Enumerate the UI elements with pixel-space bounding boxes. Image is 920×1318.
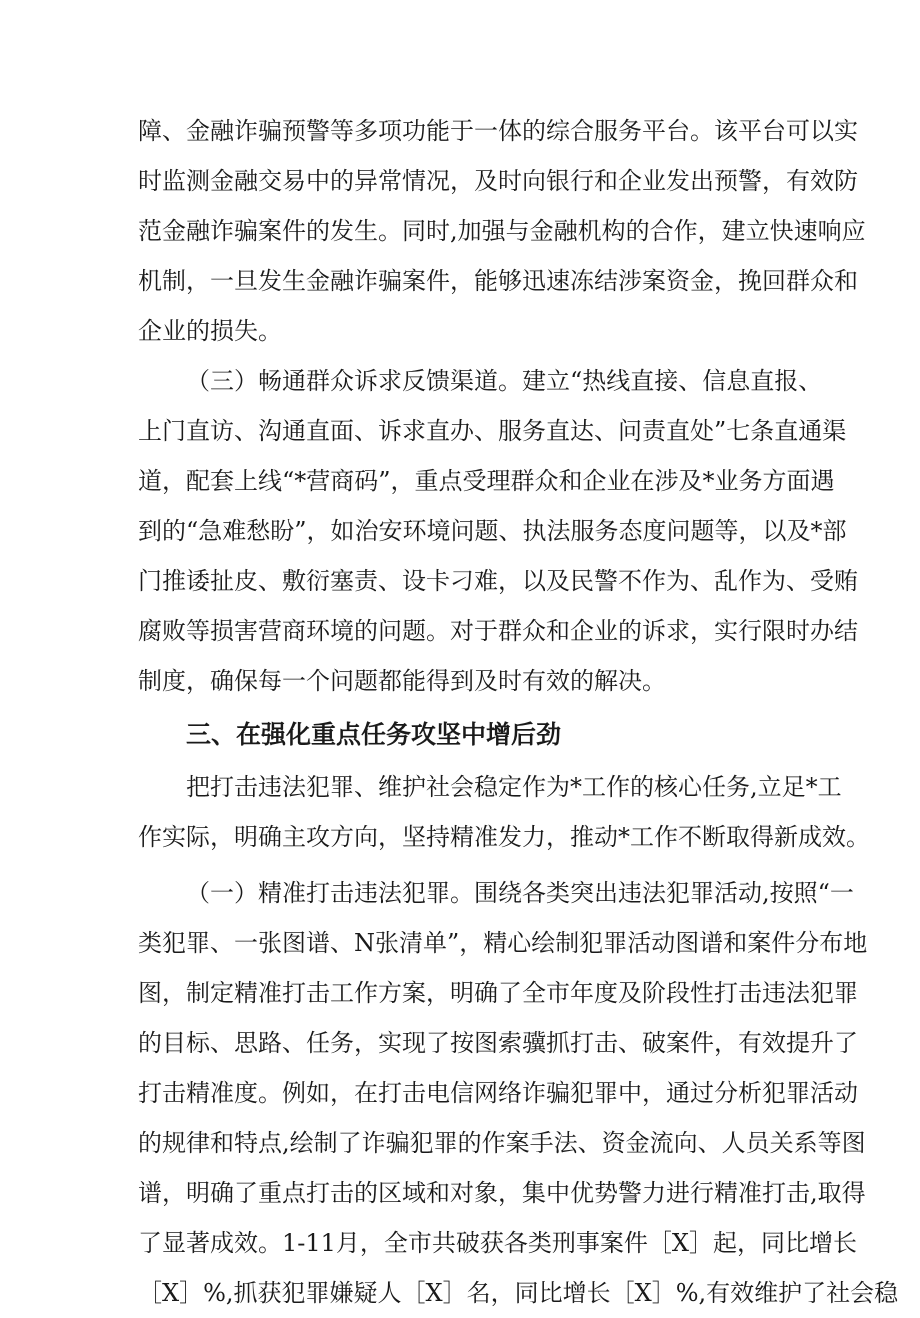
p2-line-6: 腐败等损害营商环境的问题。对于群众和企业的诉求，实行限时办结	[138, 617, 858, 645]
p4-line-4: 的目标、思路、任务，实现了按图索骥抓打击、破案件，有效提升了	[138, 1029, 858, 1057]
p2-line-7: 制度，确保每一个问题都能得到及时有效的解决。	[138, 667, 666, 695]
p4-line-2: 类犯罪、一张图谱、N张清单”，精心绘制犯罪活动图谱和案件分布地	[138, 929, 868, 957]
p4-line-3: 图，制定精准打击工作方案，明确了全市年度及阶段性打击违法犯罪	[138, 979, 858, 1007]
p2-line-5: 门推诿扯皮、敷衍塞责、设卡刁难，以及民警不作为、乱作为、受贿	[138, 567, 858, 595]
p3-line-2: 作实际，明确主攻方向，坚持精准发力，推动*工作不断取得新成效。	[138, 823, 870, 851]
p1-line-3: 范金融诈骗案件的发生。同时,加强与金融机构的合作，建立快速响应	[138, 217, 866, 245]
section-heading: 三、在强化重点任务攻坚中增后劲	[186, 720, 562, 749]
p4-line-8: 了显著成效。1-11月，全市共破获各类刑事案件［X］起，同比增长	[138, 1229, 858, 1257]
p2-line-1: （三）畅通群众诉求反馈渠道。建立“热线直接、信息直报、	[186, 367, 823, 395]
p4-line-6: 的规律和特点,绘制了诈骗犯罪的作案手法、资金流向、人员关系等图	[138, 1129, 866, 1157]
p1-line-4: 机制，一旦发生金融诈骗案件，能够迅速冻结涉案资金，挽回群众和	[138, 267, 858, 295]
p1-line-2: 时监测金融交易中的异常情况，及时向银行和企业发出预警，有效防	[138, 167, 858, 195]
p1-line-1: 障、金融诈骗预警等多项功能于一体的综合服务平台。该平台可以实	[138, 117, 858, 145]
p3-line-1: 把打击违法犯罪、维护社会稳定作为*工作的核心任务,立足*工	[186, 773, 842, 801]
p4-line-1: （一）精准打击违法犯罪。围绕各类突出违法犯罪活动,按照“一	[186, 879, 854, 907]
p4-line-9: ［X］%,抓获犯罪嫌疑人［X］名，同比增长［X］%,有效维护了社会稳	[138, 1279, 899, 1307]
p2-line-4: 到的“急难愁盼”，如治安环境问题、执法服务态度问题等，以及*部	[138, 517, 847, 545]
p4-line-5: 打击精准度。例如，在打击电信网络诈骗犯罪中，通过分析犯罪活动	[138, 1079, 858, 1107]
p2-line-2: 上门直访、沟通直面、诉求直办、服务直达、问责直处”七条直通渠	[138, 417, 847, 445]
p1-line-5: 企业的损失。	[138, 317, 282, 345]
p4-line-7: 谱，明确了重点打击的区域和对象，集中优势警力进行精准打击,取得	[138, 1179, 866, 1207]
p2-line-3: 道，配套上线“*营商码”，重点受理群众和企业在涉及*业务方面遇	[138, 467, 835, 495]
